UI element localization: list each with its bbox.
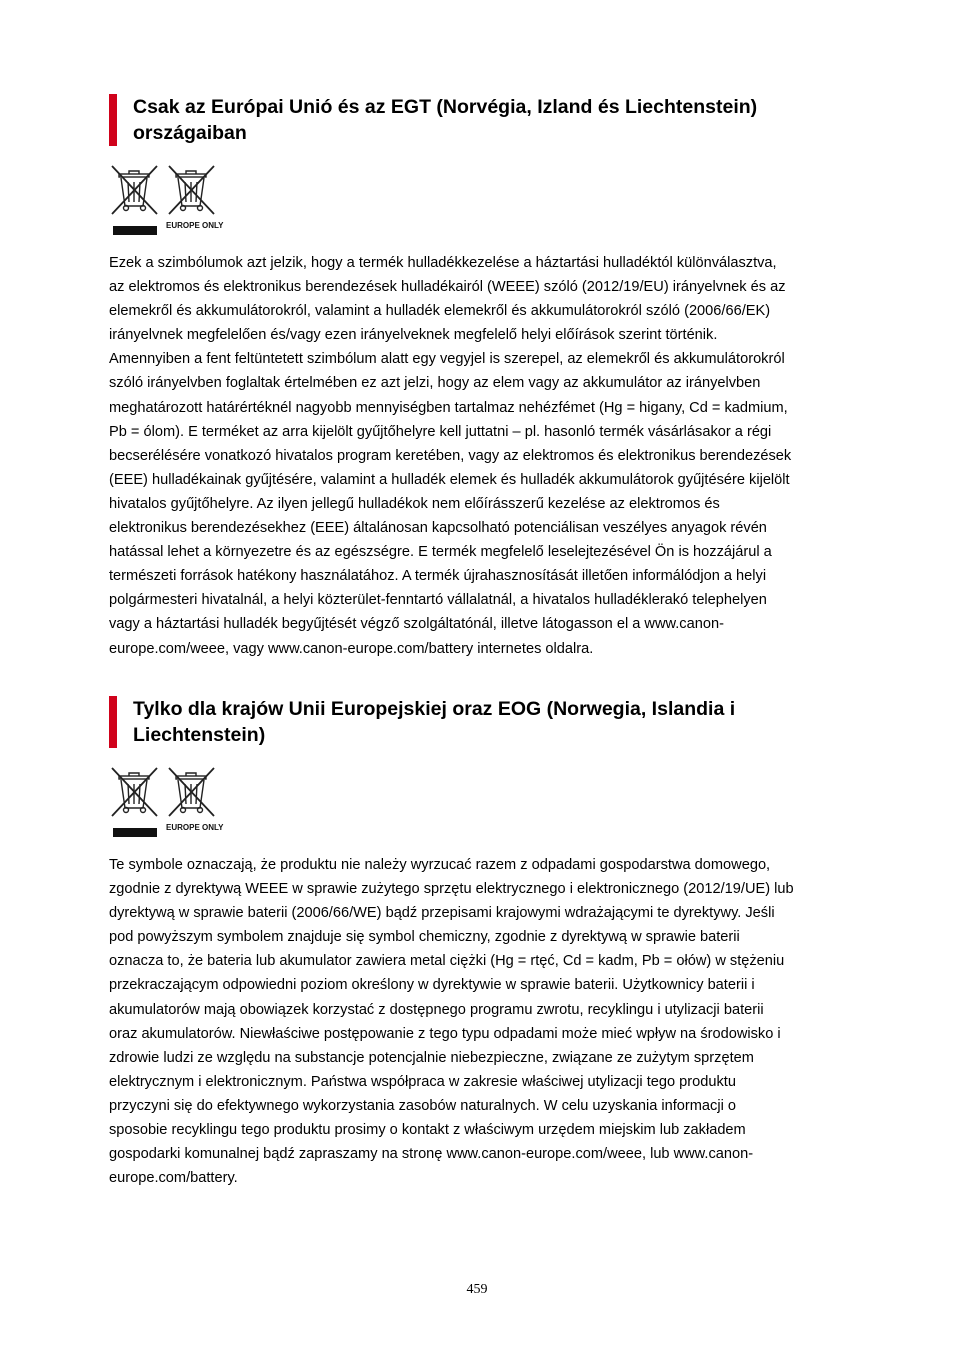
body-text-pl: Te symbole oznaczają, że produktu nie należy wyrzucać razem z odpadami gospodarstwa domowego, zgodnie z dyrektywą WEEE w sprawie zużytego sprzętu elektrycznego i elektronicznego (2012/19/UE) lub dyrektywą w sprawie baterii (2006/66/WE) bądź przepisami krajowymi wdrażającymi te dyrektywy. Jeśli pod powyższym symbolem znajduje się symbol chemiczny, zgodnie z dyrektywą w sprawie baterii oznacza to, że bateria lub akumulator zawiera metal ciężki (Hg = rtęć, Cd = kadm, Pb = ołów) w stężeniu przekraczającym odpowiedni poziom określony w dyrektywie w sprawie baterii. Użytkownicy baterii i akumulatorów mają obowiązek korzystać z dostępnego programu zwrotu, recyklingu i utylizacji baterii oraz akumulatorów. Niewłaściwe postępowanie z tego typu odpadami może mieć wpływ na środowisko i zdrowie ludzi ze względu na substancje potencjalnie niebezpieczne, związane ze zużytym sprzętem elektrycznym i elektronicznym. Państwa współpraca w zakresie właściwej utylizacji tego produktu przyczyni się do efektywnego wykorzystania zasobów naturalnych. W celu uzyskania informacji o sposobie recyklingu tego produktu prosimy o kontakt z właściwym urzędem miejskim lub zakładem gospodarki komunalnej bądź zapraszamy na stronę www.canon-europe.com/weee, lub www.canon- europe.com/battery. bbox=[109, 857, 794, 1187]
section-heading-pl bbox=[109, 696, 809, 748]
weee-crossed-bin-with-bar-icon bbox=[112, 166, 157, 235]
section-heading-hu bbox=[109, 94, 809, 146]
europe-only-label-hu: EUROPE ONLY bbox=[166, 221, 224, 230]
page-number: 459 bbox=[466, 1282, 488, 1297]
weee-symbols-hu bbox=[109, 160, 227, 236]
weee-crossed-bin-with-bar-icon bbox=[112, 768, 157, 837]
weee-crossed-bin-europe-only-icon bbox=[169, 166, 214, 214]
weee-symbols-pl bbox=[109, 762, 227, 838]
section-heading-pl-text: Tylko dla krajów Unii Europejskiej oraz EOG (Norwegia, Islandia i Liechtenstein) bbox=[133, 698, 736, 746]
europe-only-label-pl: EUROPE ONLY bbox=[166, 823, 224, 832]
weee-crossed-bin-europe-only-icon bbox=[169, 768, 214, 816]
body-text-hu: Ezek a szimbólumok azt jelzik, hogy a termék hulladékkezelése a háztartási hulladéktól különválasztva, az elektromos és elektronikus berendezések hulladékairól (WEEE) szóló (2012/19/EU) irányelvnek és az elemekről és akkumulátorokról, valamint a hulladék elemekről és akkumulátorokról szóló (2006/66/EK) irányelvnek megfelelően és/vagy ezen irányelveknek megfelelő helyi előírások szerint történik. Amennyiben a fent feltüntetett szimbólum alatt egy vegyjel is szerepel, az elemekről és akkumulátorokról szóló irányelvben foglaltak értelmében ez azt jelzi, hogy az elem vagy az akkumulátor az irányelvben meghatározott határértéknél nagyobb mennyiségben tartalmaz nehézfémet (Hg = higany, Cd = kadmium, Pb = ólom). E terméket az arra kijelölt gyűjtőhelyre kell juttatni – pl. hasonló termék vásárlásakor a régi becserélésére vonatkozó hivatalos program keretében, vagy az elektromos és elektronikus berendezések (EEE) hulladékainak gyűjtésére, valamint a hulladék elemek és hulladék akkumulátorok gyűjtésére kijelölt hivatalos gyűjtőhelyre. Az ilyen jellegű hulladékok nem előírásszerű kezelése az elektromos és elektronikus berendezésekhez (EEE) általánosan kapcsolható potenciálisan veszélyes anyagok révén hatással lehet a környezetre és az egészségre. E termék megfelelő leselejtezésével Ön is hozzájárul a természeti források hatékony használatához. A termék újrahasznosítását illetően informálódjon a helyi polgármesteri hivatalnál, a helyi közterület-fenntartó vállalatnál, a hivatalos hulladéklerakó telephelyen vagy a háztartási hulladék begyűjtését végző szolgáltatónál, illetve látogasson el a www.canon- europe.com/weee, vagy www.canon-europe.com/battery internetes oldalra. bbox=[109, 255, 792, 657]
section-heading-hu-text: Csak az Európai Unió és az EGT (Norvégia, Izland és Liechtenstein) országaiban bbox=[133, 96, 758, 144]
